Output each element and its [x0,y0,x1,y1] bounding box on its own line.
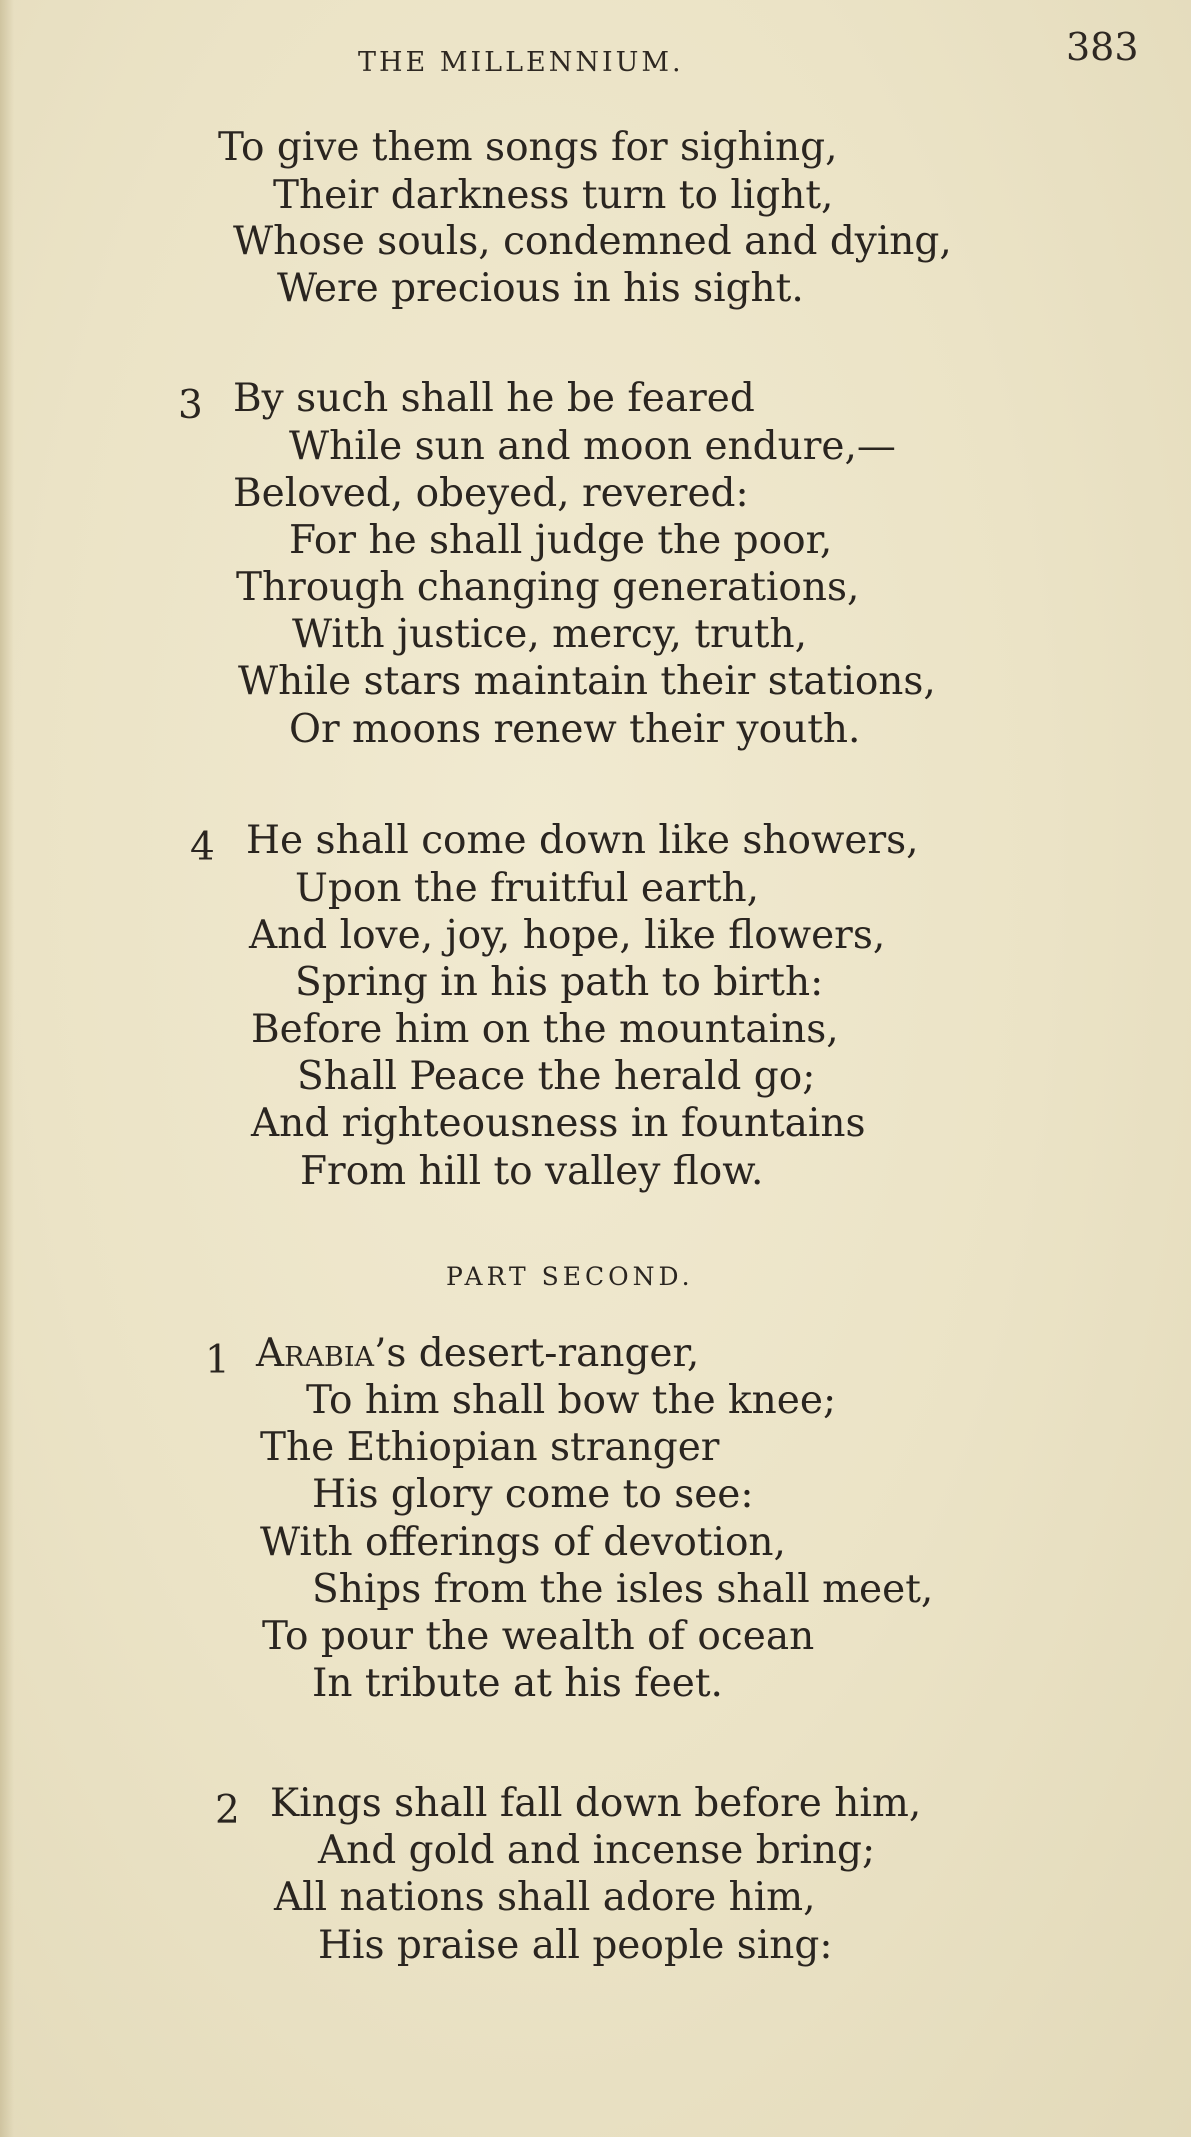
verse-line: And gold and incense bring; [318,1828,876,1873]
verse-line: Whose souls, condemned and dying, [233,219,952,264]
verse-line: All nations shall adore him, [274,1875,816,1920]
verse-line: Ships from the isles shall meet, [312,1567,934,1612]
page-gutter-shadow [0,0,14,2137]
verse-line: To give them songs for sighing, [218,125,838,170]
verse-number: 3 [178,383,203,428]
verse-line: From hill to valley flow. [300,1149,764,1194]
verse-line: Their darkness turn to light, [273,173,834,218]
verse-line: His praise all people sing: [318,1923,833,1968]
verse-line: In tribute at his feet. [312,1661,723,1706]
verse-line: Kings shall fall down before him, [270,1781,922,1826]
verse-line: Before him on the mountains, [251,1007,839,1052]
verse-line: Shall Peace the herald go; [297,1054,816,1099]
verse-line: While stars maintain their stations, [238,659,936,704]
verse-line: Beloved, obeyed, revered: [233,471,749,516]
verse-line-first [256,1331,699,1377]
running-title: THE MILLENNIUM. [358,47,684,78]
verse-line: To him shall bow the knee; [306,1378,837,1423]
verse-line: Or moons renew their youth. [289,707,861,752]
verse-number: 2 [215,1788,240,1833]
verse-line-rest: ’s desert-ranger, [374,1331,700,1376]
verse-line: His glory come to see: [312,1472,754,1517]
verse-line: With offerings of devotion, [260,1520,786,1565]
verse-line: With justice, mercy, truth, [292,612,807,657]
verse-line: For he shall judge the poor, [289,518,833,563]
verse-line: Through changing generations, [236,565,860,610]
verse-line: While sun and moon endure,— [289,424,896,469]
section-heading: PART SECOND. [446,1262,694,1291]
verse-number: 4 [190,825,215,870]
verse-line: The Ethiopian stranger [260,1425,720,1470]
verse-line: By such shall he be feared [233,376,755,421]
page-number: 383 [1066,25,1139,69]
verse-line: To pour the wealth of ocean [262,1614,815,1659]
verse-line: He shall come down like showers, [246,818,919,863]
verse-line: Were precious in his sight. [277,266,804,311]
verse-line: Upon the fruitful earth, [295,866,760,911]
place-name-smallcaps: Arabia [256,1331,374,1376]
verse-line: And righteousness in fountains [251,1101,866,1146]
verse-number: 1 [205,1338,230,1383]
verse-line: Spring in his path to birth: [295,960,824,1005]
verse-line: And love, joy, hope, like flowers, [249,913,886,958]
